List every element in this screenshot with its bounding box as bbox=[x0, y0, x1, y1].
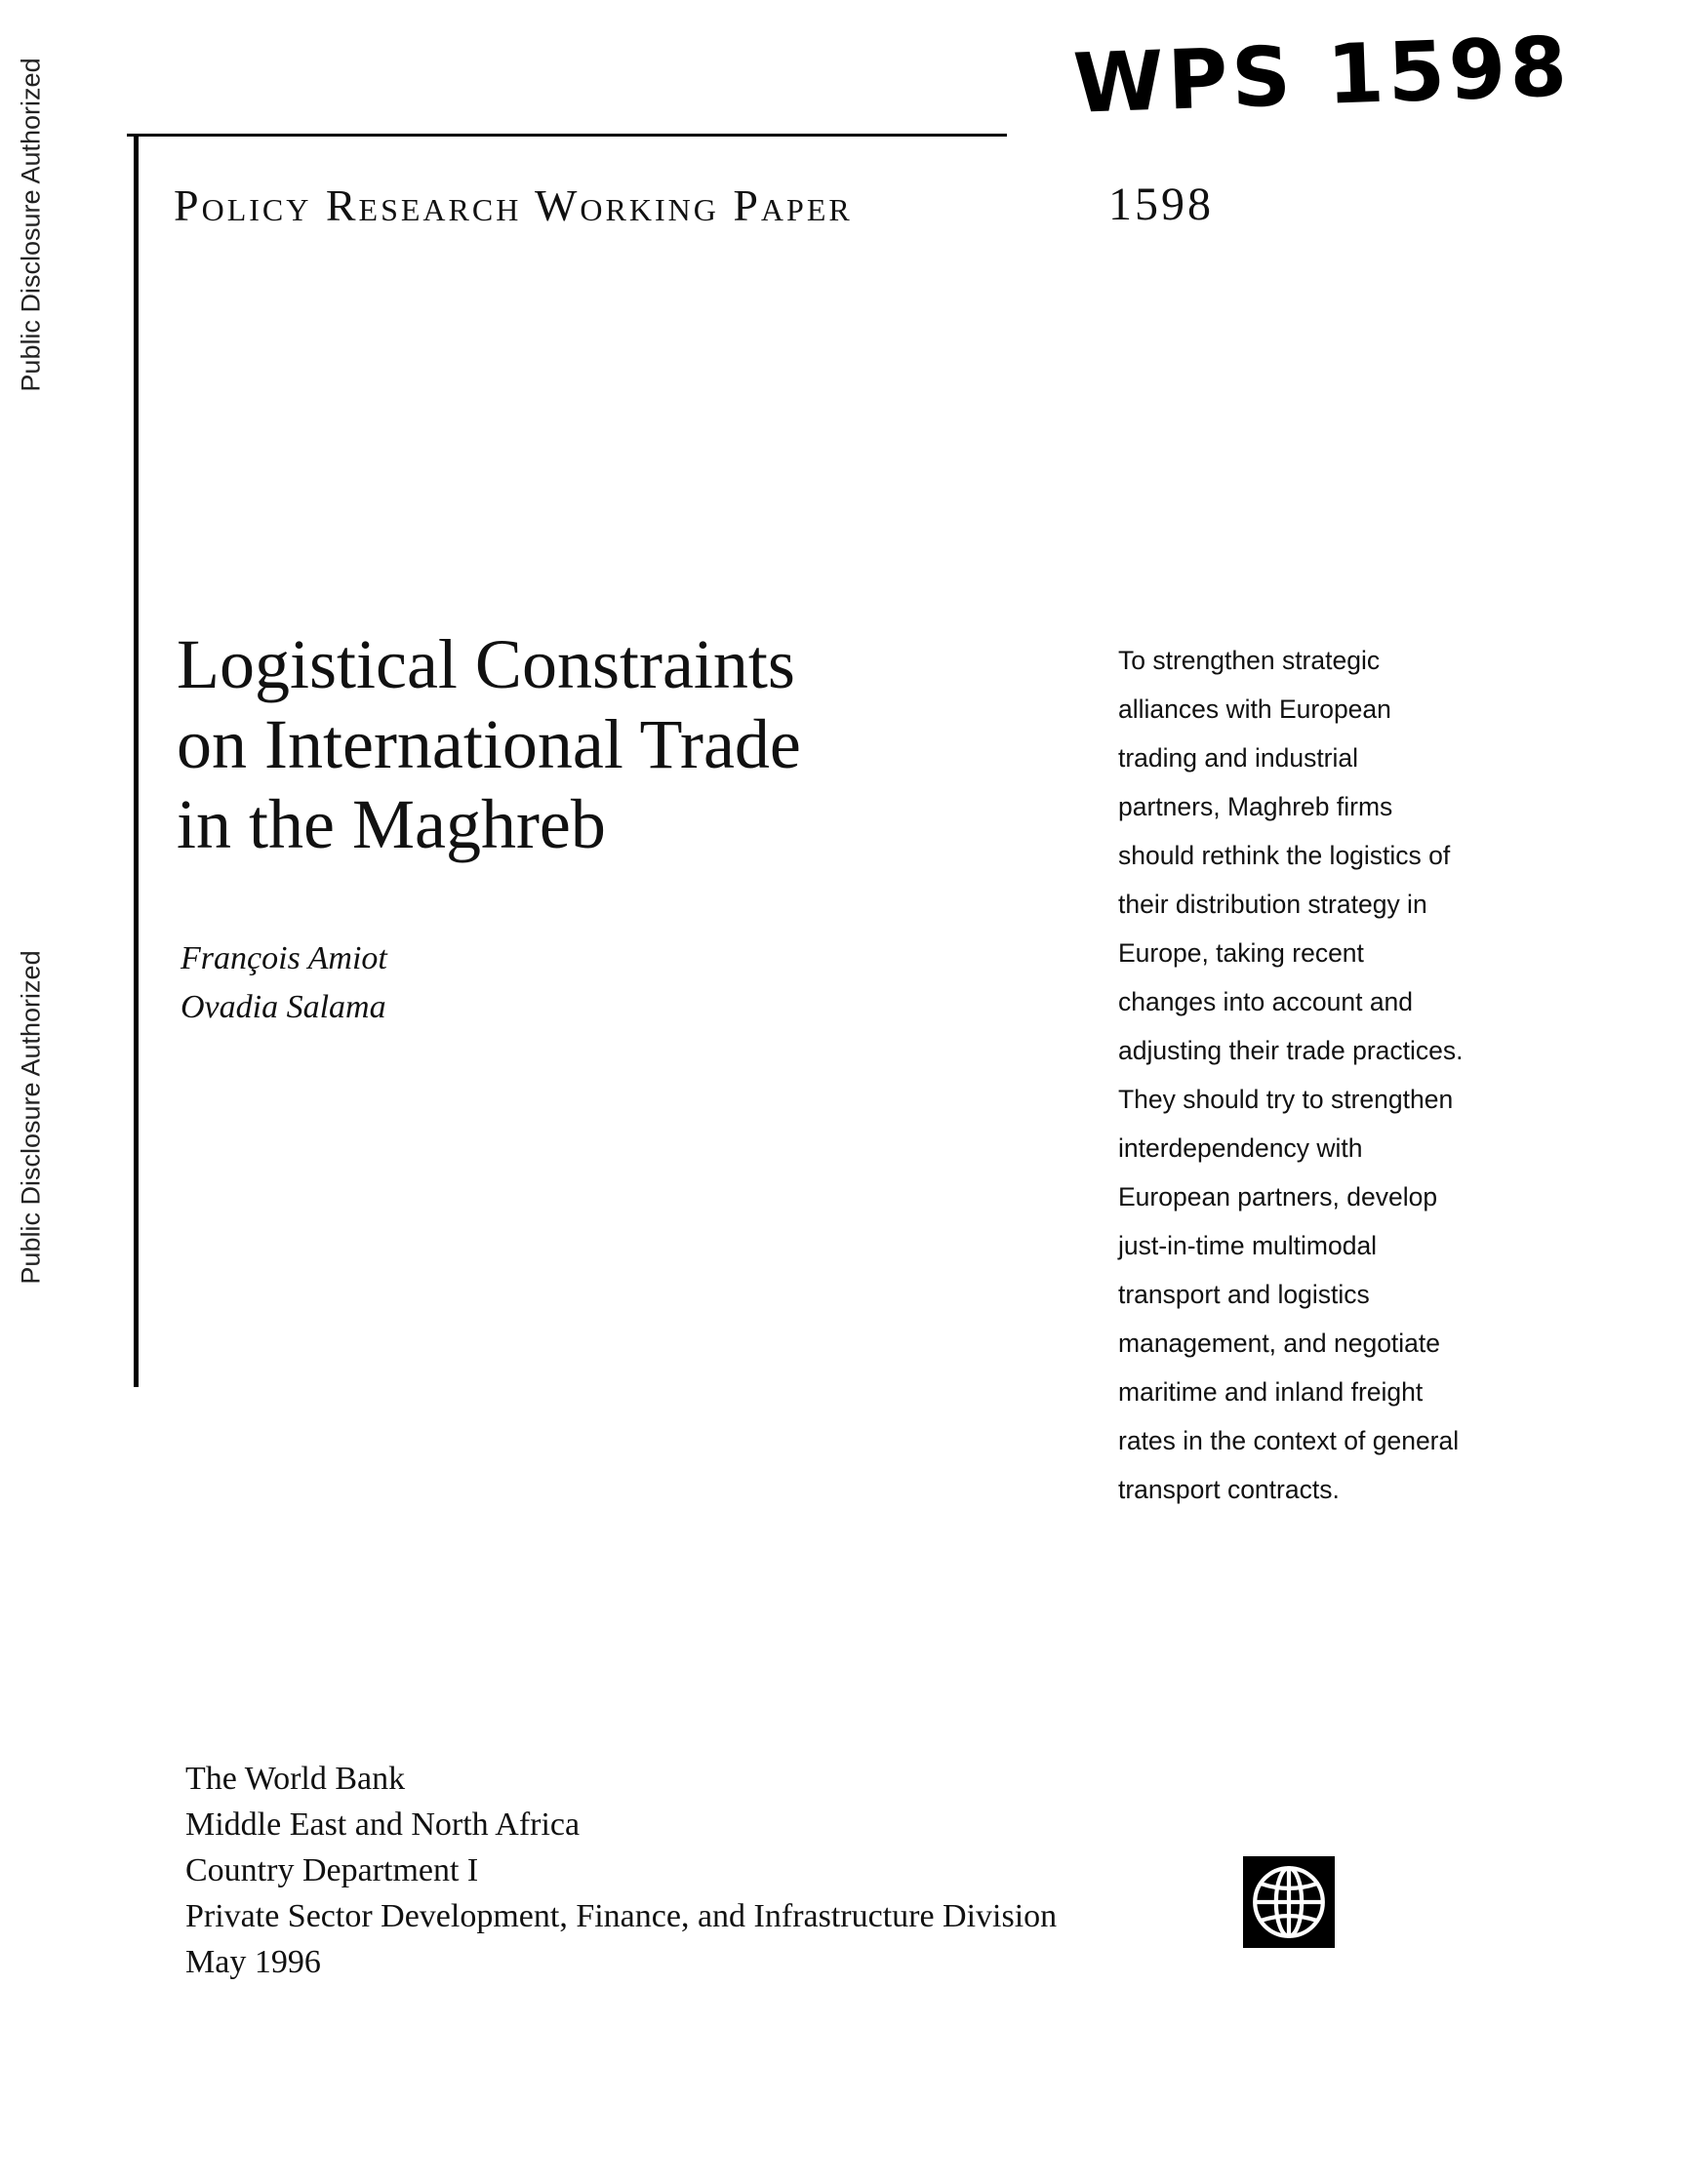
disclosure-stamp-top bbox=[0, 39, 62, 410]
abstract-line: adjusting their trade practices. bbox=[1118, 1036, 1464, 1065]
abstract-line: management, and negotiate bbox=[1118, 1329, 1441, 1358]
abstract-line: European partners, develop bbox=[1118, 1182, 1438, 1211]
abstract-line: Europe, taking recent bbox=[1118, 938, 1364, 968]
frame-left-rule bbox=[134, 134, 139, 1387]
abstract-line: changes into account and bbox=[1118, 987, 1414, 1016]
disclosure-stamp-top-text: Public Disclosure Authorized bbox=[16, 57, 46, 392]
publisher-name: The World Bank bbox=[185, 1761, 406, 1797]
handwritten-document-number: WPS 1598 bbox=[1071, 19, 1573, 132]
title-line: on International Trade bbox=[177, 705, 801, 783]
publisher-division: Private Sector Development, Finance, and Infrastructure Division bbox=[185, 1898, 1058, 1934]
abstract-line: trading and industrial bbox=[1118, 743, 1359, 773]
publisher-region: Middle East and North Africa bbox=[185, 1807, 581, 1843]
publication-date: May 1996 bbox=[185, 1944, 321, 1980]
series-title: Policy Research Working Paper bbox=[174, 180, 853, 230]
publisher-block bbox=[185, 1756, 1057, 1985]
abstract-line: transport and logistics bbox=[1118, 1280, 1370, 1309]
author-name: Ovadia Salama bbox=[181, 989, 386, 1025]
title-line: in the Maghreb bbox=[177, 785, 606, 863]
paper-number: 1598 bbox=[1108, 179, 1214, 230]
abstract-line: They should try to strengthen bbox=[1118, 1085, 1454, 1114]
abstract-line: To strengthen strategic bbox=[1118, 646, 1381, 675]
abstract-line: transport contracts. bbox=[1118, 1475, 1340, 1504]
abstract-line: rates in the context of general bbox=[1118, 1426, 1460, 1455]
abstract-summary bbox=[1118, 636, 1508, 1514]
abstract-line: partners, Maghreb firms bbox=[1118, 792, 1393, 821]
disclosure-stamp-bottom-text: Public Disclosure Authorized bbox=[16, 949, 46, 1285]
abstract-line: maritime and inland freight bbox=[1118, 1377, 1424, 1407]
world-bank-globe-icon bbox=[1243, 1856, 1335, 1948]
abstract-line: interdependency with bbox=[1118, 1133, 1363, 1163]
author-list bbox=[181, 934, 387, 1032]
publisher-department: Country Department I bbox=[185, 1852, 479, 1888]
disclosure-stamp-bottom bbox=[0, 932, 62, 1302]
abstract-line: should rethink the logistics of bbox=[1118, 841, 1451, 870]
abstract-line: their distribution strategy in bbox=[1118, 890, 1427, 919]
abstract-line: alliances with European bbox=[1118, 695, 1391, 724]
title-line: Logistical Constraints bbox=[177, 625, 795, 703]
author-name: François Amiot bbox=[181, 940, 387, 976]
abstract-line: just-in-time multimodal bbox=[1118, 1231, 1378, 1260]
paper-title bbox=[177, 624, 1055, 864]
frame-top-rule bbox=[127, 134, 1007, 137]
